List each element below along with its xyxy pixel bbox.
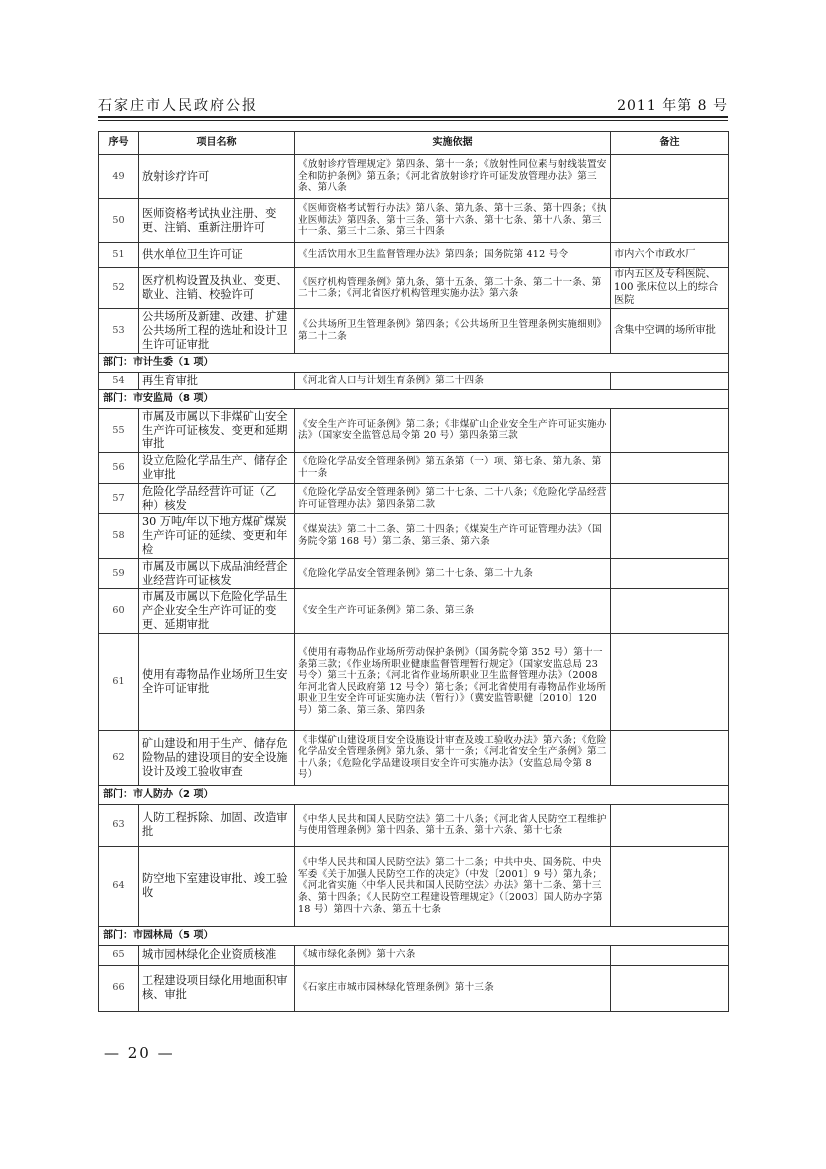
item-name: 公共场所及新建、改建、扩建公共场所工程的选址和设计卫生许可证审批 [139, 309, 295, 353]
remarks: 市内六个市政水厂 [611, 243, 729, 268]
row-number: 53 [99, 309, 139, 353]
header-rule [98, 116, 728, 118]
col-header-item-name: 项目名称 [139, 132, 295, 155]
remarks [611, 514, 729, 558]
remarks [611, 199, 729, 243]
department-row [99, 353, 729, 372]
table-row [99, 372, 729, 389]
col-header-remarks: 备注 [611, 132, 729, 155]
department-row [99, 785, 729, 804]
remarks [611, 804, 729, 846]
approval-items-table [98, 131, 729, 1012]
item-name: 30 万吨/年以下地方煤矿煤炭生产许可证的延续、变更和年检 [139, 514, 295, 558]
row-number: 56 [99, 453, 139, 484]
remarks [611, 483, 729, 514]
remarks: 市内五区及专科医院、100 张床位以上的综合医院 [611, 268, 729, 309]
row-number: 66 [99, 965, 139, 1011]
remarks: 含集中空调的场所审批 [611, 309, 729, 353]
row-number: 63 [99, 804, 139, 846]
remarks [611, 408, 729, 452]
item-name: 设立危险化学品生产、储存企业审批 [139, 453, 295, 484]
remarks [611, 965, 729, 1011]
col-header-number: 序号 [99, 132, 139, 155]
table-row [99, 268, 729, 309]
remarks [611, 846, 729, 926]
issue-number: 2011 年第 8 号 [617, 98, 728, 114]
table-row [99, 965, 729, 1011]
legal-basis: 《煤炭法》第二十二条、第二十四条；《煤炭生产许可证管理办法》（国务院令第 168 号）第二条、第三条、第六条 [295, 514, 611, 558]
row-number: 58 [99, 514, 139, 558]
table-row [99, 408, 729, 452]
table-row [99, 483, 729, 514]
item-name: 供水单位卫生许可证 [139, 243, 295, 268]
table-row [99, 945, 729, 965]
legal-basis: 《危险化学品安全管理条例》第二十七条、二十八条；《危险化学品经营许可证管理办法》第四条第二款 [295, 483, 611, 514]
remarks [611, 372, 729, 389]
row-number: 59 [99, 558, 139, 589]
legal-basis: 《医疗机构管理条例》第九条、第十五条、第二十条、第二十一条、第二十二条；《河北省医疗机构管理实施办法》第六条 [295, 268, 611, 309]
table-row [99, 558, 729, 589]
row-number: 51 [99, 243, 139, 268]
item-name: 医疗机构设置及执业、变更、歇业、注销、校验许可 [139, 268, 295, 309]
item-name: 市属及市属以下非煤矿山安全生产许可证核发、变更和延期审批 [139, 408, 295, 452]
remarks [611, 730, 729, 785]
legal-basis: 《非煤矿山建设项目安全设施设计审查及竣工验收办法》第六条；《危险化学品安全管理条例》第九条、第十一条；《河北省安全生产条例》第二十八条；《危险化学品建设项目安全许可实施办法》（安监总局令第 8 号） [295, 730, 611, 785]
row-number: 61 [99, 633, 139, 730]
legal-basis: 《石家庄市城市园林绿化管理条例》第十三条 [295, 965, 611, 1011]
department-row [99, 389, 729, 408]
row-number: 62 [99, 730, 139, 785]
table-row [99, 589, 729, 633]
item-name: 防空地下室建设审批、竣工验收 [139, 846, 295, 926]
item-name: 工程建设项目绿化用地面积审核、审批 [139, 965, 295, 1011]
row-number: 57 [99, 483, 139, 514]
item-name: 矿山建设和用于生产、储存危险物品的建设项目的安全设施设计及竣工验收审查 [139, 730, 295, 785]
table-row [99, 730, 729, 785]
table-row [99, 453, 729, 484]
row-number: 55 [99, 408, 139, 452]
department-row [99, 926, 729, 945]
legal-basis: 《放射诊疗管理规定》第四条、第十一条；《放射性同位素与射线装置安全和防护条例》第五条；《河北省放射诊疗许可证发放管理办法》第三条、第八条 [295, 155, 611, 199]
table-body [99, 155, 729, 1012]
legal-basis: 《公共场所卫生管理条例》第四条；《公共场所卫生管理条例实施细则》第二十二条 [295, 309, 611, 353]
item-name: 城市园林绿化企业资质核准 [139, 945, 295, 965]
table-row [99, 804, 729, 846]
item-name: 使用有毒物品作业场所卫生安全许可证审批 [139, 633, 295, 730]
item-name: 医师资格考试执业注册、变更、注销、重新注册许可 [139, 199, 295, 243]
legal-basis: 《使用有毒物品作业场所劳动保护条例》（国务院令第 352 号）第十一条第三款；《作业场所职业健康监督管理暂行规定》（国家安监总局 23 号令）第三十五条；《河北省作业场所职业卫生监督管理办法》（2008 年河北省人民政府第 12 号令）第七条；《河北省使用有毒物品作业场所职业卫生安全许可证实施办法（暂行）》（冀安监管职健〔2010〕120 号）第二条、第三条、第四条 [295, 633, 611, 730]
table-row [99, 199, 729, 243]
item-name: 人防工程拆除、加固、改造审批 [139, 804, 295, 846]
row-number: 50 [99, 199, 139, 243]
row-number: 54 [99, 372, 139, 389]
legal-basis: 《医师资格考试暂行办法》第八条、第九条、第十三条、第十四条；《执业医师法》第四条、第十三条、第十六条、第十七条、第十八条、第三十一条、第三十二条、第三十四条 [295, 199, 611, 243]
legal-basis: 《安全生产许可证条例》第二条、第三条 [295, 589, 611, 633]
item-name: 放射诊疗许可 [139, 155, 295, 199]
remarks [611, 945, 729, 965]
legal-basis: 《生活饮用水卫生监督管理办法》第四条；国务院第 412 号令 [295, 243, 611, 268]
col-header-legal-basis: 实施依据 [295, 132, 611, 155]
row-number: 60 [99, 589, 139, 633]
department-label: 部门：市安监局（8 项） [99, 389, 729, 408]
remarks [611, 589, 729, 633]
department-label: 部门：市计生委（1 项） [99, 353, 729, 372]
table-row [99, 243, 729, 268]
row-number: 52 [99, 268, 139, 309]
table-header-row [99, 132, 729, 155]
item-name: 危险化学品经营许可证（乙种）核发 [139, 483, 295, 514]
remarks [611, 558, 729, 589]
department-label: 部门：市园林局（5 项） [99, 926, 729, 945]
legal-basis: 《城市绿化条例》第十六条 [295, 945, 611, 965]
table-row [99, 514, 729, 558]
header-rule-thin [98, 120, 728, 121]
item-name: 市属及市属以下危险化学品生产企业安全生产许可证的变更、延期审批 [139, 589, 295, 633]
legal-basis: 《安全生产许可证条例》第二条；《非煤矿山企业安全生产许可证实施办法》（国家安全监管总局令第 20 号）第四条第三款 [295, 408, 611, 452]
legal-basis: 《河北省人口与计划生育条例》第二十四条 [295, 372, 611, 389]
publication-title: 石家庄市人民政府公报 [98, 98, 258, 114]
remarks [611, 155, 729, 199]
row-number: 65 [99, 945, 139, 965]
row-number: 64 [99, 846, 139, 926]
row-number: 49 [99, 155, 139, 199]
legal-basis: 《危险化学品安全管理条例》第二十七条、第二十九条 [295, 558, 611, 589]
legal-basis: 《中华人民共和国人民防空法》第二十八条；《河北省人民防空工程维护与使用管理条例》第十四条、第十五条、第十六条、第十七条 [295, 804, 611, 846]
remarks [611, 633, 729, 730]
page-number: — 20 — [104, 1044, 175, 1062]
department-label: 部门：市人防办（2 项） [99, 785, 729, 804]
table-row [99, 309, 729, 353]
remarks [611, 453, 729, 484]
legal-basis: 《危险化学品安全管理条例》第五条第（一）项、第七条、第九条、第十一条 [295, 453, 611, 484]
table-row [99, 633, 729, 730]
table-row [99, 155, 729, 199]
item-name: 再生育审批 [139, 372, 295, 389]
item-name: 市属及市属以下成品油经营企业经营许可证核发 [139, 558, 295, 589]
legal-basis: 《中华人民共和国人民防空法》第二十二条；中共中央、国务院、中央军委《关于加强人民防空工作的决定》（中发〔2001〕9 号）第九条；《河北省实施〈中华人民共和国人民防空法〉办法》第十二条、第十三条、第十四条；《人民防空工程建设管理规定》（〔2003〕国人防办字第 18 号）第四十六条、第五十七条 [295, 846, 611, 926]
table-row [99, 846, 729, 926]
